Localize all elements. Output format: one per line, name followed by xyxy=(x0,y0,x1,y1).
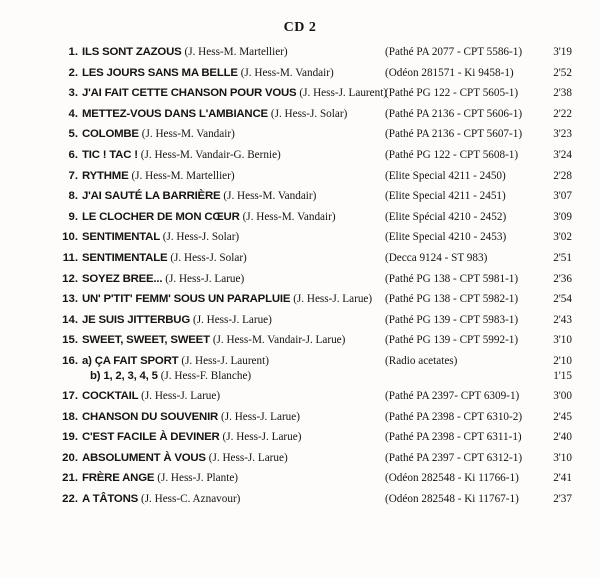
track-row xyxy=(0,310,600,331)
track-row xyxy=(0,166,600,187)
track-title xyxy=(82,386,220,407)
track-row xyxy=(0,63,600,84)
track-catalog-ref: (Pathé PG 138 - CPT 5982-1) xyxy=(385,293,519,306)
track-duration: 2'36 xyxy=(553,272,572,285)
track-title xyxy=(82,448,288,469)
track-credits: (J. Hess-M. Vandair) xyxy=(242,210,336,223)
track-title xyxy=(82,186,316,207)
track-row xyxy=(0,427,600,448)
track-number: 1. xyxy=(68,46,78,58)
track-number: 8. xyxy=(68,190,78,203)
track-title xyxy=(82,42,288,63)
track-number: 22. xyxy=(62,492,78,505)
track-number: 5. xyxy=(68,128,78,141)
track-duration: 2'51 xyxy=(553,251,572,264)
track-title xyxy=(82,248,247,269)
track-title xyxy=(82,310,272,331)
track-credits: (J. Hess-J. Laurent) xyxy=(181,354,269,367)
track-title-text: UN' P'TIT' FEMM' SOUS UN PARAPLUIE xyxy=(82,293,291,306)
track-subpart-credits: (J. Hess-F. Blanche) xyxy=(160,369,252,382)
track-catalog-ref: (Pathé PA 2136 - CPT 5606-1) xyxy=(385,107,523,120)
track-duration: 2'45 xyxy=(553,410,572,423)
track-row xyxy=(0,468,600,489)
track-title-text: SOYEZ BREE... xyxy=(82,272,163,285)
track-row xyxy=(0,186,600,207)
track-duration: 3'09 xyxy=(553,210,572,223)
track-title-text: SENTIMENTALE xyxy=(82,251,168,264)
track-duration: 2'43 xyxy=(553,313,572,326)
track-number: 10. xyxy=(62,231,78,244)
track-number: 14. xyxy=(62,313,78,326)
track-title-text: COLOMBE xyxy=(82,128,139,141)
track-title-text: JE SUIS JITTERBUG xyxy=(82,313,190,326)
track-number: 6. xyxy=(68,148,78,161)
track-title-text: LE CLOCHER DE MON CŒUR xyxy=(82,210,240,223)
track-catalog-ref: (Pathé PG 139 - CPT 5983-1) xyxy=(385,313,519,326)
track-subpart-title-text: b) 1, 2, 3, 4, 5 xyxy=(90,369,158,382)
track-credits: (J. Hess-J. Solar) xyxy=(162,231,240,244)
track-number: 18. xyxy=(62,410,78,423)
track-number: 21. xyxy=(62,472,78,485)
track-catalog-ref: (Pathé PG 122 - CPT 5605-1) xyxy=(385,87,519,100)
track-catalog-ref: (Decca 9124 - ST 983) xyxy=(385,251,488,264)
track-credits: (J. Hess-J. Larue) xyxy=(208,451,288,464)
track-number: 20. xyxy=(62,451,78,464)
track-title-text: LES JOURS SANS MA BELLE xyxy=(82,66,238,79)
track-credits: (J. Hess-J. Plante) xyxy=(157,472,239,485)
track-number: 13. xyxy=(62,293,78,306)
track-credits: (J. Hess-M. Vandair) xyxy=(240,66,334,79)
track-duration: 2'52 xyxy=(553,66,572,79)
track-subpart xyxy=(0,367,600,385)
track-title-text: A TÂTONS xyxy=(82,492,138,505)
track-row xyxy=(0,407,600,428)
track-duration: 3'19 xyxy=(553,46,572,58)
track-title-text: CHANSON DU SOUVENIR xyxy=(82,410,219,423)
track-duration: 2'10 xyxy=(553,354,572,367)
track-title xyxy=(82,166,235,187)
track-catalog-ref: (Pathé PG 138 - CPT 5981-1) xyxy=(385,272,519,285)
track-credits: (J. Hess-J. Larue) xyxy=(293,293,373,306)
track-number: 9. xyxy=(68,210,78,223)
track-catalog-ref: (Pathé PG 122 - CPT 5608-1) xyxy=(385,148,519,161)
track-number: 12. xyxy=(62,272,78,285)
track-row xyxy=(0,330,600,351)
track-credits: (J. Hess-M. Vandair-J. Larue) xyxy=(212,334,346,347)
track-duration: 2'41 xyxy=(553,472,572,485)
track-number: 3. xyxy=(68,87,78,100)
track-credits: (J. Hess-J. Solar) xyxy=(170,251,247,264)
track-title-text: C'EST FACILE À DEVINER xyxy=(82,431,220,444)
track-title-text: TIC ! TAC ! xyxy=(82,148,138,161)
track-duration: 3'02 xyxy=(553,231,572,244)
track-number: 11. xyxy=(62,251,78,264)
track-duration: 3'00 xyxy=(553,389,572,402)
track-credits: (J. Hess-M. Vandair) xyxy=(141,128,235,141)
track-row xyxy=(0,145,600,166)
track-title-text: a) ÇA FAIT SPORT xyxy=(82,354,179,367)
track-catalog-ref: (Odéon 282548 - Ki 11767-1) xyxy=(385,492,519,505)
track-row xyxy=(0,269,600,290)
track-credits: (J. Hess-J. Laurent) xyxy=(299,87,388,100)
track-row xyxy=(0,289,600,310)
track-credits: (J. Hess-J. Larue) xyxy=(222,431,302,444)
track-catalog-ref: (Radio acetates) xyxy=(385,354,458,367)
track-catalog-ref: (Elite Special 4211 - 2451) xyxy=(385,190,506,203)
track-duration: 2'37 xyxy=(553,492,572,505)
track-catalog-ref: (Elite Special 4210 - 2453) xyxy=(385,231,507,244)
track-duration: 2'22 xyxy=(553,107,572,120)
track-row xyxy=(0,104,600,125)
track-duration: 2'40 xyxy=(553,431,572,444)
track-title xyxy=(82,124,235,145)
track-title xyxy=(82,227,239,248)
track-credits: (J. Hess-M. Vandair) xyxy=(223,190,317,203)
track-number: 4. xyxy=(68,107,78,120)
track-catalog-ref: (Pathé PA 2077 - CPT 5586-1) xyxy=(385,46,523,58)
track-title xyxy=(82,269,244,290)
track-title-text: ILS SONT ZAZOUS xyxy=(82,46,182,58)
track-title xyxy=(82,468,238,489)
track-duration: 3'10 xyxy=(553,334,572,347)
track-title-text: FRÈRE ANGE xyxy=(82,472,155,485)
track-title-text: ABSOLUMENT À VOUS xyxy=(82,451,206,464)
track-catalog-ref: (Pathé PG 139 - CPT 5992-1) xyxy=(385,334,519,347)
track-catalog-ref: (Elite Spécial 4210 - 2452) xyxy=(385,210,507,223)
track-catalog-ref: (Elite Special 4211 - 2450) xyxy=(385,169,506,182)
track-duration: 3'07 xyxy=(553,190,572,203)
track-number: 16. xyxy=(62,354,78,367)
track-credits: (J. Hess-M. Vandair-G. Bernie) xyxy=(140,148,281,161)
track-credits: (J. Hess-J. Larue) xyxy=(141,389,221,402)
track-list xyxy=(0,42,600,509)
track-title xyxy=(82,289,372,310)
track-catalog-ref: (Pathé PA 2398 - CPT 6310-2) xyxy=(385,410,523,423)
track-title xyxy=(82,104,347,125)
track-title-text: J'AI SAUTÉ LA BARRIÈRE xyxy=(82,190,221,203)
track-title-text: COCKTAIL xyxy=(82,389,139,402)
track-row xyxy=(0,351,600,386)
track-row xyxy=(0,124,600,145)
track-row xyxy=(0,248,600,269)
track-number: 2. xyxy=(68,66,78,79)
track-title xyxy=(82,207,336,228)
track-credits: (J. Hess-M. Martellier) xyxy=(131,169,235,182)
track-row xyxy=(0,448,600,469)
track-number: 19. xyxy=(62,431,78,444)
track-duration: 2'54 xyxy=(553,293,572,306)
track-subpart-title xyxy=(90,367,251,385)
track-catalog-ref: (Pathé PA 2398 - CPT 6311-1) xyxy=(385,431,522,444)
track-catalog-ref: (Pathé PA 2136 - CPT 5607-1) xyxy=(385,128,523,141)
track-title xyxy=(82,330,345,351)
track-row xyxy=(0,42,600,63)
track-duration: 2'38 xyxy=(553,87,572,100)
track-title-text: METTEZ-VOUS DANS L'AMBIANCE xyxy=(82,107,268,120)
track-title xyxy=(82,427,301,448)
track-duration: 3'10 xyxy=(553,451,572,464)
track-credits: (J. Hess-J. Solar) xyxy=(270,107,348,120)
track-title-text: SENTIMENTAL xyxy=(82,231,160,244)
track-row xyxy=(0,207,600,228)
track-number: 17. xyxy=(62,389,78,402)
track-title-text: SWEET, SWEET, SWEET xyxy=(82,334,210,347)
track-title xyxy=(82,145,281,166)
disc-heading: CD 2 xyxy=(283,20,317,35)
track-catalog-ref: (Pathé PA 2397 - CPT 6312-1) xyxy=(385,451,523,464)
track-credits: (J. Hess-C. Aznavour) xyxy=(140,492,241,505)
track-credits: (J. Hess-M. Martellier) xyxy=(184,46,288,58)
track-title xyxy=(82,83,387,104)
track-credits: (J. Hess-J. Larue) xyxy=(221,410,300,423)
track-duration: 3'24 xyxy=(553,148,572,161)
track-subpart-duration: 1'15 xyxy=(553,369,572,382)
track-title xyxy=(82,489,240,510)
track-duration: 2'28 xyxy=(553,169,572,182)
track-catalog-ref: (Odéon 282548 - Ki 11766-1) xyxy=(385,472,519,485)
track-number: 7. xyxy=(68,169,78,182)
track-title xyxy=(82,63,334,84)
track-duration: 3'23 xyxy=(553,128,572,141)
track-title xyxy=(82,407,300,428)
track-credits: (J. Hess-J. Larue) xyxy=(165,272,245,285)
track-row xyxy=(0,83,600,104)
track-title-text: J'AI FAIT CETTE CHANSON POUR VOUS xyxy=(82,87,297,100)
track-title-text: RYTHME xyxy=(82,169,129,182)
track-row xyxy=(0,227,600,248)
track-row xyxy=(0,386,600,407)
track-credits: (J. Hess-J. Larue) xyxy=(192,313,272,326)
track-number: 15. xyxy=(62,334,78,347)
track-catalog-ref: (Odéon 281571 - Ki 9458-1) xyxy=(385,66,514,79)
track-row xyxy=(0,489,600,510)
track-catalog-ref: (Pathé PA 2397- CPT 6309-1) xyxy=(385,389,520,402)
